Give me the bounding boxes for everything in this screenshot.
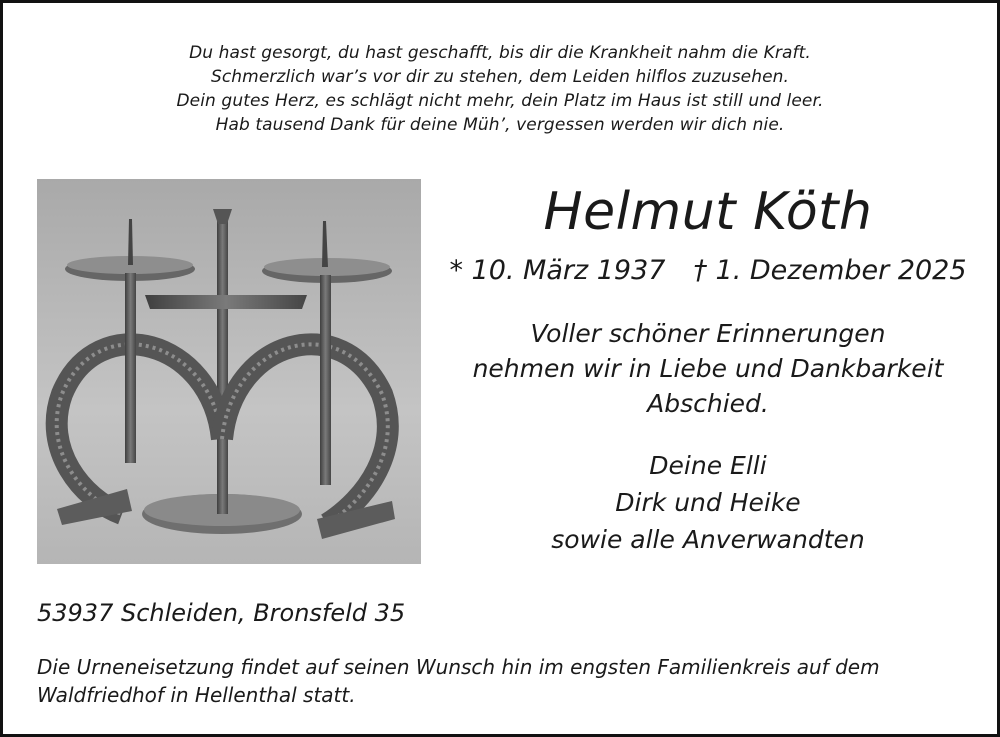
- message-line: Voller schöner Erinnerungen: [530, 319, 886, 348]
- notice-line: Die Urneneisetzung findet auf seinen Wunsch hin im engsten Familienkreis auf dem: [37, 655, 880, 679]
- poem-line: Dein gutes Herz, es schlägt nicht mehr, dein Platz im Haus ist still und leer.: [176, 91, 824, 111]
- poem-line: Schmerzlich war’s vor dir zu stehen, dem Leiden hilflos zuzusehen.: [210, 67, 790, 87]
- mourner-line: Deine Elli: [649, 451, 767, 480]
- mourner-line: Dirk und Heike: [615, 488, 801, 517]
- message-line: nehmen wir in Liebe und Dankbarkeit: [472, 354, 944, 383]
- notice-line: Waldfriedhof in Hellenthal statt.: [37, 683, 356, 707]
- candlesticks-with-cross-icon: [37, 179, 421, 564]
- life-dates: [433, 253, 983, 289]
- birth-date: * 10. März 1937: [449, 255, 666, 286]
- mourner-line: sowie alle Anverwandten: [551, 525, 865, 554]
- poem-line: Hab tausend Dank für deine Müh’, vergessen werden wir dich nie.: [215, 115, 785, 135]
- message-line: Abschied.: [647, 389, 769, 418]
- burial-notice: [37, 653, 977, 709]
- farewell-message: [433, 316, 983, 421]
- death-date: † 1. Dezember 2025: [693, 255, 967, 286]
- mourners-list: [433, 447, 983, 558]
- family-address: 53937 Schleiden, Bronsfeld 35: [37, 599, 406, 627]
- poem-line: Du hast gesorgt, du hast geschafft, bis dir die Krankheit nahm die Kraft.: [189, 43, 811, 63]
- deceased-name: Helmut Köth: [543, 182, 873, 242]
- memorial-poem: [3, 41, 997, 137]
